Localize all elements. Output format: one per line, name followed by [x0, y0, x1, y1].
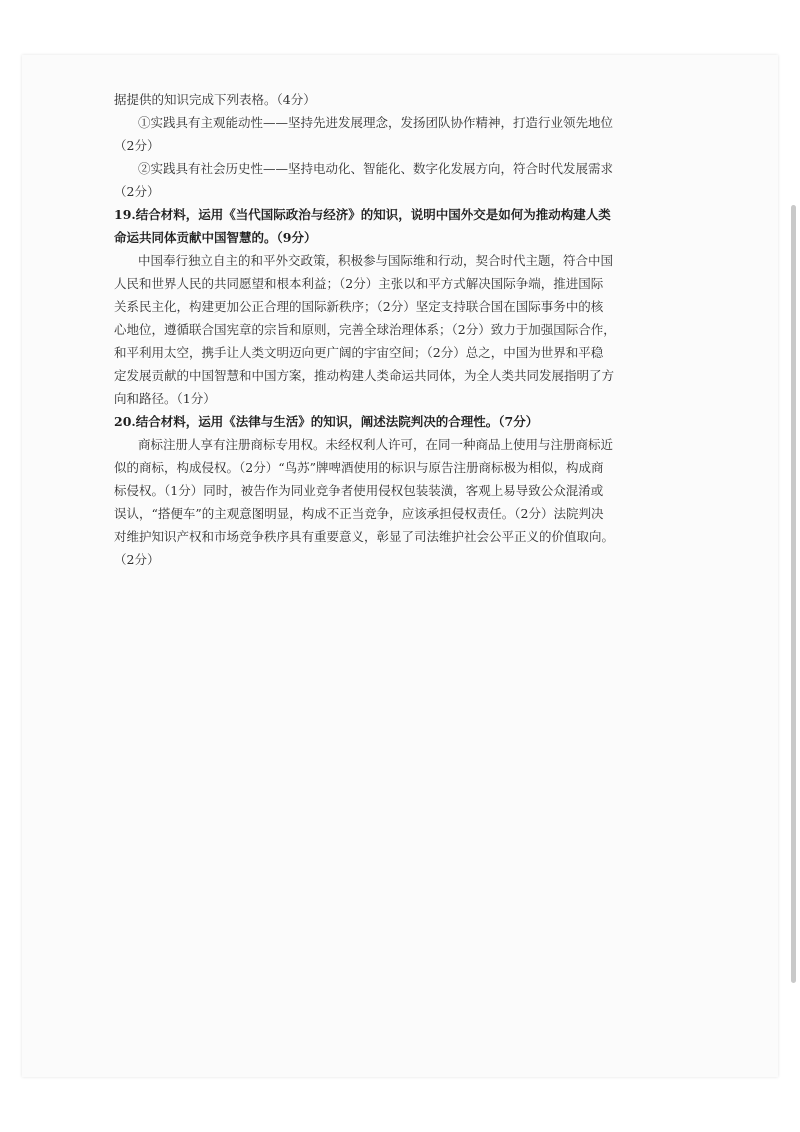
intro-text: 据提供的知识完成下列表格。（4分） — [114, 92, 316, 107]
answer-19-line: 向和路径。（1分） — [114, 391, 216, 406]
answer-item-2: ②实践具有社会历史性——坚持电动化、智能化、数字化发展方向，符合时代发展需求 — [138, 161, 614, 176]
answer-19-line: 关系民主化，构建更加公正合理的国际新秩序；（2分）坚定支持联合国在国际事务中的核 — [114, 299, 604, 314]
answer-20-line: 商标注册人享有注册商标专用权。未经权利人许可，在同一种商品上使用与注册商标近 — [138, 437, 614, 452]
answer-20-line: 误认，“搭便车”的主观意图明显，构成不正当竞争，应该承担侵权责任。（2分）法院判决 — [114, 506, 604, 521]
answer-19-line: 中国奉行独立自主的和平外交政策，积极参与国际维和行动，契合时代主题，符合中国 — [138, 253, 614, 268]
answer-19-line: 定发展贡献的中国智慧和中国方案，推动构建人类命运共同体，为全人类共同发展指明了方 — [114, 368, 615, 383]
answer-19-line: 和平利用太空，携手让人类文明迈向更广阔的宇宙空间；（2分）总之，中国为世界和平稳 — [114, 345, 604, 360]
answer-item-2-score: （2分） — [114, 184, 160, 199]
answer-20-line: 对维护知识产权和市场竞争秩序具有重要意义，彰显了司法维护社会公平正义的价值取向。 — [114, 529, 615, 544]
question-20: 20.结合材料，运用《法律与生活》的知识，阐述法院判决的合理性。（7分） — [114, 414, 539, 429]
answer-20-line: （2分） — [114, 552, 160, 567]
page-content — [114, 88, 646, 571]
answer-item-1: ①实践具有主观能动性——坚持先进发展理念，发扬团队协作精神，打造行业领先地位 — [138, 115, 614, 130]
answer-19-line: 心地位，遵循联合国宪章的宗旨和原则，完善全球治理体系；（2分）致力于加强国际合作， — [114, 322, 616, 337]
answer-item-1-score: （2分） — [114, 138, 160, 153]
question-19: 19.结合材料，运用《当代国际政治与经济》的知识，说明中国外交是如何为推动构建人类 — [114, 207, 611, 222]
vertical-scrollbar[interactable] — [791, 205, 796, 983]
answer-20-line: 标侵权。（1分）同时，被告作为同业竞争者使用侵权包装装潢，客观上易导致公众混淆或 — [114, 483, 604, 498]
question-19-cont: 命运共同体贡献中国智慧的。（9分） — [114, 230, 317, 245]
answer-20-line: 似的商标，构成侵权。（2分）“鸟苏”牌啤酒使用的标识与原告注册商标极为相似，构成商 — [114, 460, 604, 475]
answer-19-line: 人民和世界人民的共同愿望和根本利益；（2分）主张以和平方式解决国际争端，推进国际 — [114, 276, 604, 291]
